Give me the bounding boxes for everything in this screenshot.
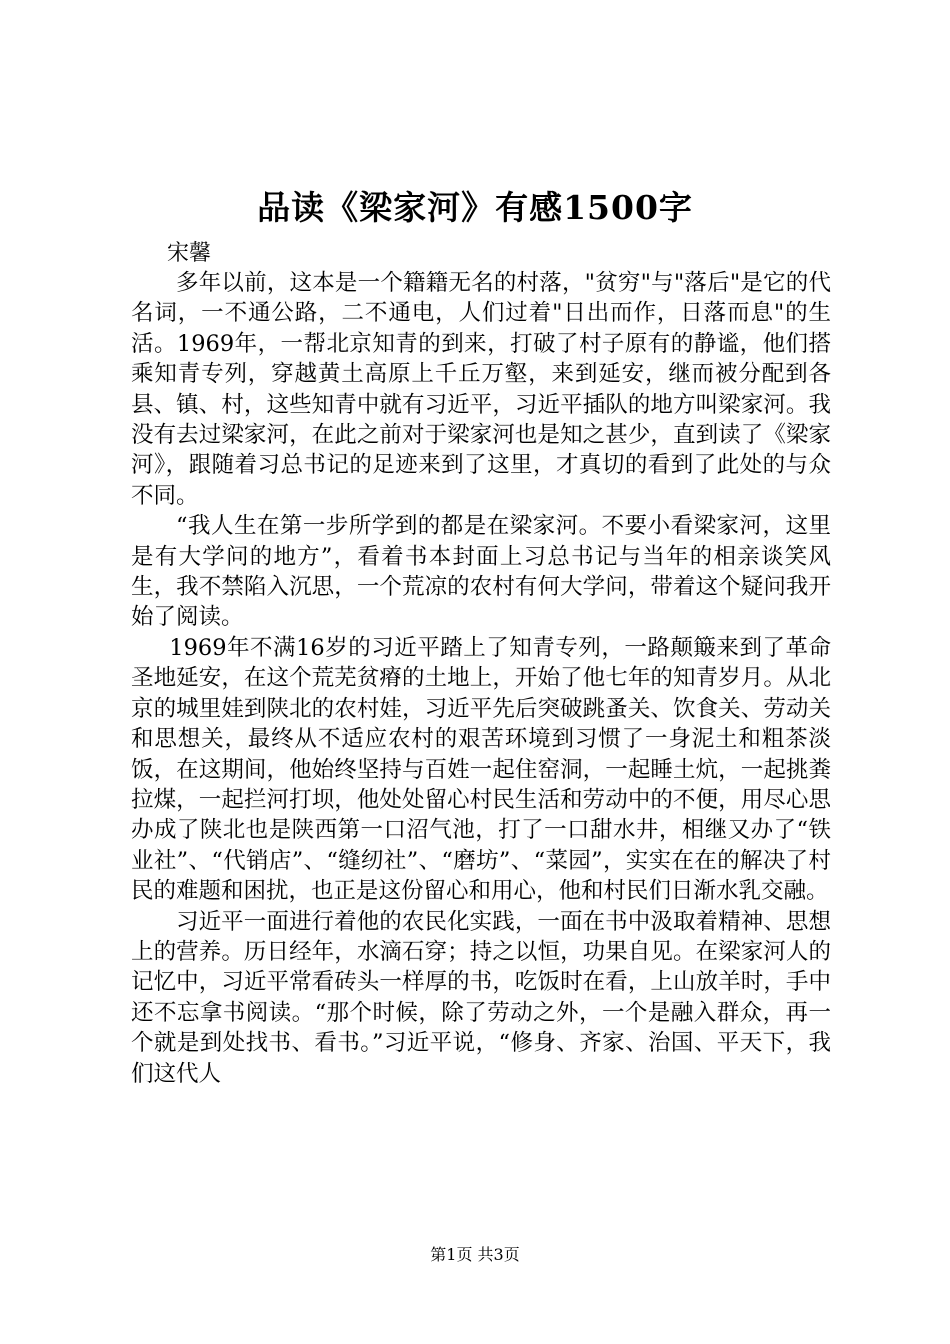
paragraph: 1969年不满16岁的习近平踏上了知青专列，一路颠簸来到了革命圣地延安，在这个荒芜贫瘠的土地上，开始了他七年的知青岁月。从北京的城里娃到陕北的农村娃，习近平先后突破跳蚤关、饮食关、劳动关和思想关，最终从不适应农村的艰苦环境到习惯了一身泥土和粗茶淡饭，在这期间，他始终坚持与百姓一起住窑洞，一起睡土炕，一起挑粪拉煤，一起拦河打坝，他处处留心村民生活和劳动中的不便，用尽心思办成了陕北也是陕西第一口沼气池，打了一口甜水井，相继又办了“铁业社”、“代销店”、“缝纫社”、“磨坊”、“菜园”，实实在在的解决了村民的难题和困扰，也正是这份留心和用心，他和村民们日渐水乳交融。: [131, 634, 831, 905]
author-name: 宋馨: [167, 241, 212, 266]
article-body: [131, 268, 831, 1089]
paragraph: 多年以前，这本是一个籍籍无名的村落，"贫穷"与"落后"是它的代名词，一不通公路，二不通电，人们过着"日出而作，日落而息"的生活。1969年，一帮北京知青的到来，打破了村子原有的静谧，他们搭乘知青专列，穿越黄土高原上千丘万壑，来到延安，继而被分配到各县、镇、村，这些知青中就有习近平，习近平插队的地方叫梁家河。我没有去过梁家河，在此之前对于梁家河也是知之甚少，直到读了《梁家河》，跟随着习总书记的足迹来到了这里，才真切的看到了此处的与众不同。: [131, 270, 831, 509]
page-number-footer: 第1页 共3页: [430, 1245, 520, 1264]
document-title: 品读《梁家河》有感1500字: [257, 188, 693, 227]
paragraph: “我人生在第一步所学到的都是在梁家河。不要小看梁家河，这里是有大学问的地方”，看着书本封面上习总书记与当年的相亲谈笑风生，我不禁陷入沉思，一个荒凉的农村有何大学问，带着这个疑问我开始了阅读。: [131, 513, 831, 631]
paragraph: 习近平一面进行着他的农民化实践，一面在书中汲取着精神、思想上的营养。历日经年，水滴石穿；持之以恒，功果自见。在梁家河人的记忆中，习近平常看砖头一样厚的书，吃饭时在看，上山放羊时，手中还不忘拿书阅读。“那个时候，除了劳动之外，一个是融入群众，再一个就是到处找书、看书。”习近平说，“修身、齐家、治国、平天下，我们这代人: [131, 908, 831, 1087]
